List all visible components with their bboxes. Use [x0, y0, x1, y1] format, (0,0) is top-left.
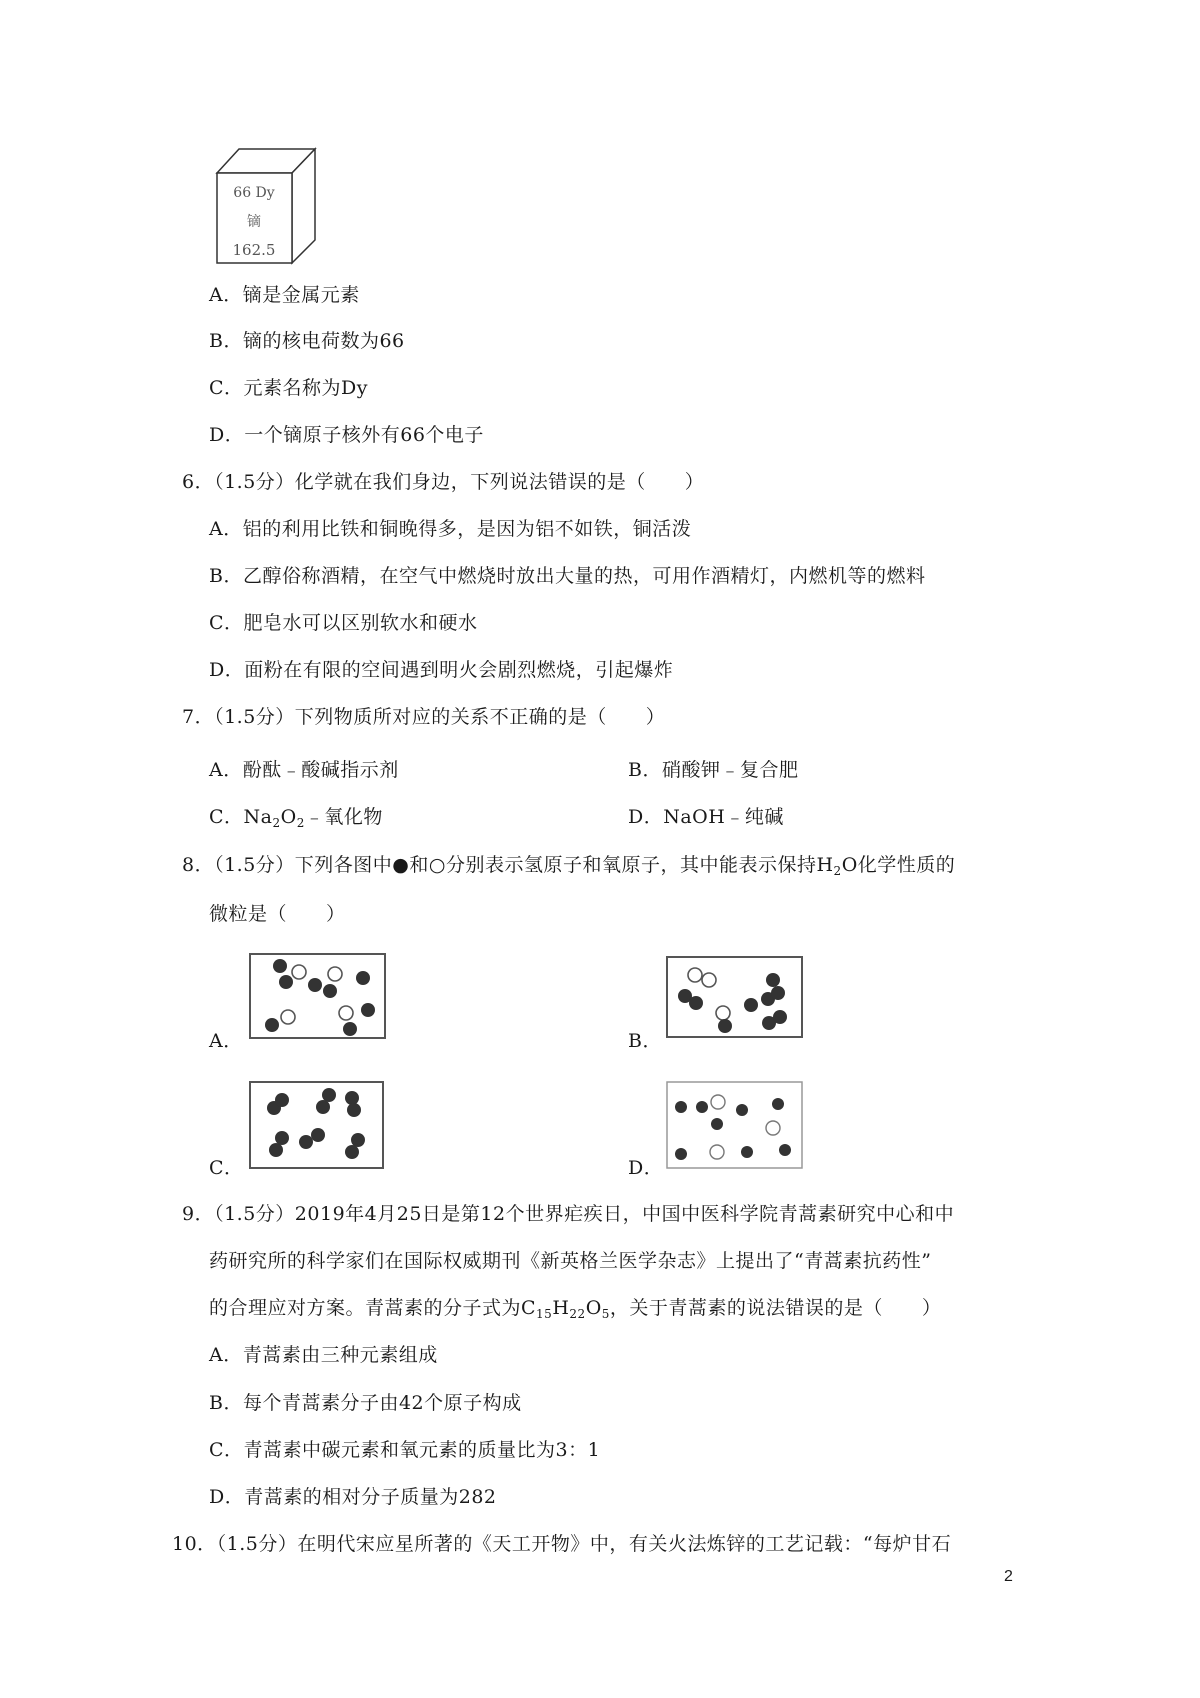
- q7-option-a: A．酚酞﹣酸碱指示剂: [209, 759, 399, 781]
- q8-label-b: B．: [628, 1030, 662, 1052]
- element-mass: 162.5: [232, 241, 276, 259]
- q7-option-c: C．$Na_2O_2﹣$氧化物: [209, 806, 383, 830]
- q6-stem: 6．（1.5分）化学就在我们身边，下列说法错误的是（ ）: [182, 471, 705, 493]
- q8-stem-line1: 8．（1.5分）下列各图中●和○分别表示氢原子和氧原子，其中能表示保持$H_2O$化学性质的: [182, 854, 956, 878]
- element-name: 镝: [247, 214, 261, 230]
- q6-option-b: B．乙醇俗称酒精，在空气中燃烧时放出大量的热，可用作酒精灯，内燃机等的燃料: [209, 565, 926, 587]
- q10-stem-line1: 10．（1.5分）在明代宋应星所著的《天工开物》中，有关火法炼锌的工艺记载：“每炉甘石: [172, 1533, 952, 1555]
- q7-stem: 7．（1.5分）下列物质所对应的关系不正确的是（ ）: [182, 706, 666, 728]
- q9-option-a: A．青蒿素由三种元素组成: [209, 1344, 438, 1366]
- q6-option-a: A．铝的利用比铁和铜晚得多，是因为铝不如铁，铜活泼: [209, 518, 692, 540]
- q5-option-c: C．元素名称为Dy: [209, 377, 369, 399]
- element-card-figure: [212, 143, 322, 265]
- q9-option-b: B．每个青蒿素分子由42个原子构成: [209, 1392, 522, 1414]
- q8-label-a: A．: [209, 1030, 243, 1052]
- q8-label-c: C．: [209, 1157, 244, 1179]
- q8-figure-c: [248, 1080, 388, 1170]
- q9-option-c: C．青蒿素中碳元素和氧元素的质量比为3：1: [209, 1439, 601, 1461]
- q9-stem-line2: 药研究所的科学家们在国际权威期刊《新英格兰医学杂志》上提出了“青蒿素抗药性”: [209, 1250, 932, 1272]
- q8-figure-a: [248, 952, 388, 1042]
- q7-option-d: D．NaOH﹣纯碱: [628, 806, 784, 828]
- q9-stem-line3: 的合理应对方案。青蒿素的分子式为$C_{15}H_{22}O_5$，关于青蒿素的说法错误的是（ ）: [209, 1297, 942, 1321]
- page-number: 2: [1004, 1568, 1013, 1585]
- q5-option-b: B．镝的核电荷数为66: [209, 330, 405, 352]
- q9-option-d: D．青蒿素的相对分子质量为282: [209, 1486, 497, 1508]
- q6-option-d: D．面粉在有限的空间遇到明火会剧烈燃烧，引起爆炸: [209, 659, 674, 681]
- q8-label-d: D．: [628, 1157, 664, 1179]
- q5-option-a: A．镝是金属元素: [209, 284, 360, 306]
- q8-figure-b: [665, 955, 805, 1040]
- q9-stem-line1: 9．（1.5分）2019年4月25日是第12个世界疟疾日，中国中医科学院青蒿素研究中心和中: [182, 1203, 955, 1225]
- q8-figure-d: [665, 1080, 805, 1170]
- q8-stem-line2: 微粒是（ ）: [209, 903, 346, 925]
- q6-option-c: C．肥皂水可以区别软水和硬水: [209, 612, 478, 634]
- q5-option-d: D．一个镝原子核外有66个电子: [209, 424, 484, 446]
- q7-option-b: B．硝酸钾﹣复合肥: [628, 759, 799, 781]
- element-number-symbol: 66 Dy: [233, 185, 275, 201]
